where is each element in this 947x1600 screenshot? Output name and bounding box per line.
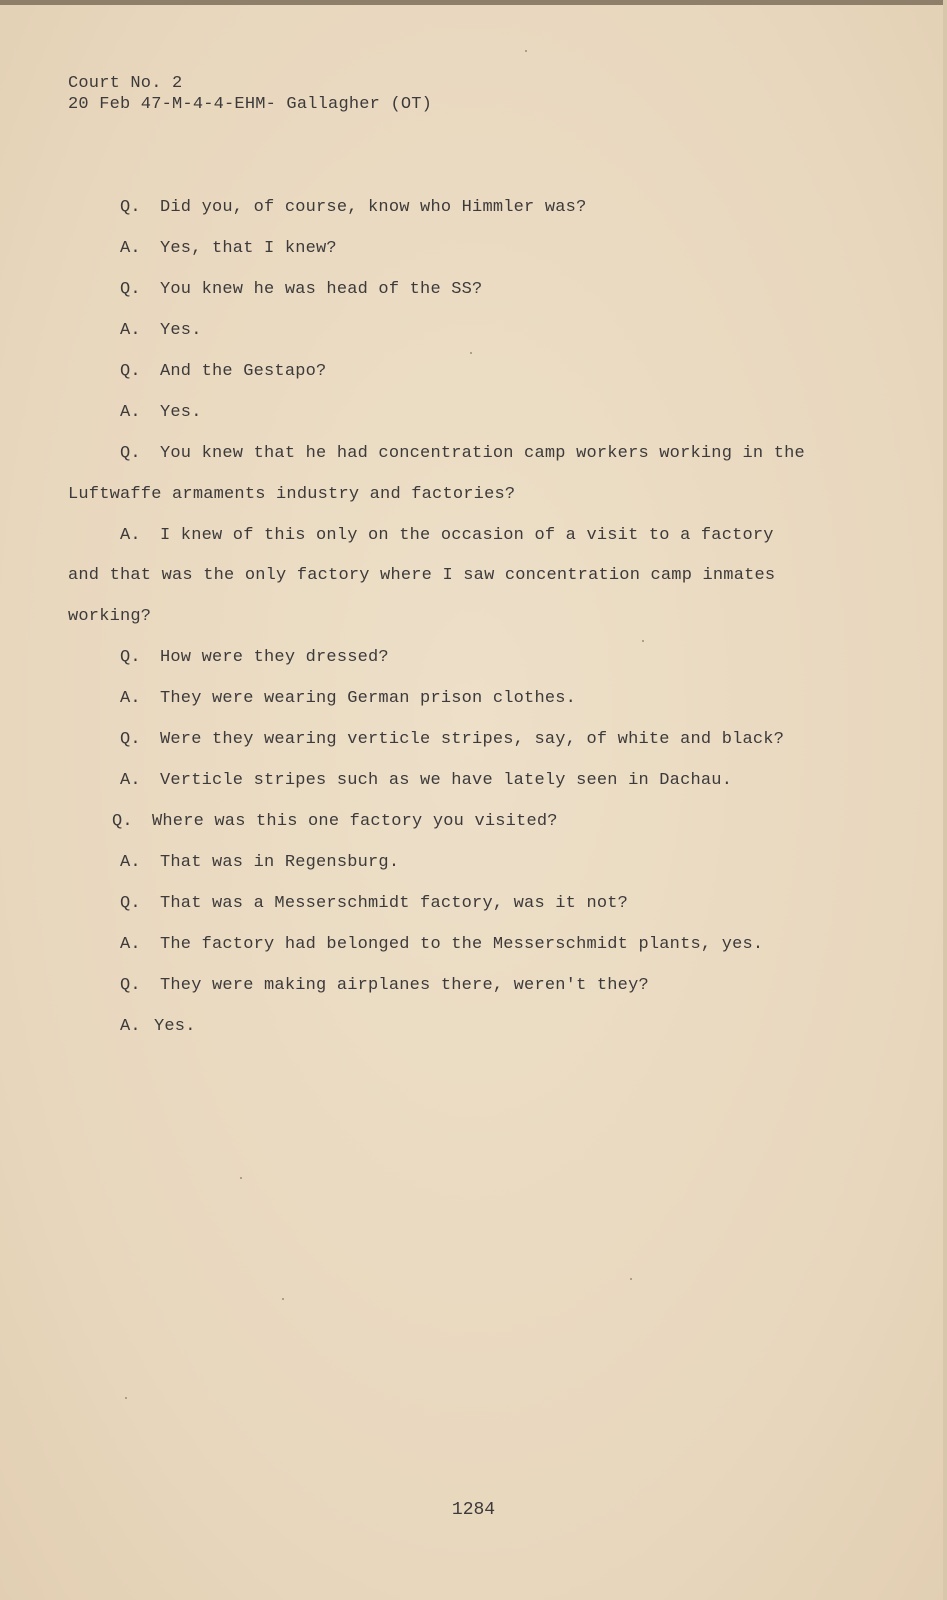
scan-edge-top bbox=[0, 0, 947, 5]
scan-edge-right bbox=[943, 0, 947, 1600]
transcript-line bbox=[120, 730, 784, 749]
paper-speck bbox=[240, 1177, 242, 1179]
transcript-line bbox=[120, 894, 628, 913]
speaker-label: A. bbox=[120, 1017, 141, 1036]
line-text: You knew that he had concentration camp workers working in the bbox=[160, 444, 805, 463]
speaker-label: Q. bbox=[120, 648, 141, 667]
speaker-label: Q. bbox=[120, 444, 141, 463]
transcript-continuation: Luftwaffe armaments industry and factories? bbox=[68, 485, 516, 504]
speaker-label: Q. bbox=[120, 730, 141, 749]
line-text: Did you, of course, know who Himmler was? bbox=[160, 198, 587, 217]
transcript-line bbox=[120, 198, 586, 217]
speaker-label: Q. bbox=[120, 976, 141, 995]
paper-speck bbox=[125, 1397, 127, 1399]
line-text: That was a Messerschmidt factory, was it not? bbox=[160, 894, 629, 913]
line-text: Where was this one factory you visited? bbox=[152, 812, 558, 831]
speaker-label: A. bbox=[120, 239, 141, 258]
transcript-line bbox=[120, 444, 805, 463]
transcript-line bbox=[120, 526, 774, 545]
line-text: You knew he was head of the SS? bbox=[160, 280, 483, 299]
speaker-label: Q. bbox=[120, 198, 141, 217]
paper-speck bbox=[642, 640, 644, 642]
transcript-line bbox=[120, 321, 202, 340]
line-text: And the Gestapo? bbox=[160, 362, 327, 381]
line-text: Yes. bbox=[160, 321, 202, 340]
transcript-continuation: working? bbox=[68, 607, 152, 626]
speaker-label: Q. bbox=[120, 894, 141, 913]
transcript-line bbox=[120, 239, 337, 258]
speaker-label: Q. bbox=[120, 362, 141, 381]
paper-speck bbox=[470, 352, 472, 354]
speaker-label: Q. bbox=[112, 812, 133, 831]
transcript-line bbox=[120, 771, 732, 790]
paper-speck bbox=[630, 1278, 632, 1280]
transcript-line bbox=[120, 648, 389, 667]
line-text: I knew of this only on the occasion of a visit to a factory bbox=[160, 526, 774, 545]
transcript-line bbox=[120, 280, 482, 299]
transcript-line bbox=[112, 812, 558, 831]
header-court-number: Court No. 2 bbox=[68, 74, 183, 93]
transcript-line bbox=[120, 1017, 196, 1036]
line-text: Yes, that I knew? bbox=[160, 239, 337, 258]
line-text: They were wearing German prison clothes. bbox=[160, 689, 577, 708]
transcript-line bbox=[120, 853, 399, 872]
speaker-label: A. bbox=[120, 526, 141, 545]
line-text: How were they dressed? bbox=[160, 648, 389, 667]
speaker-label: Q. bbox=[120, 280, 141, 299]
page-number: 1284 bbox=[451, 1500, 496, 1520]
header-session-info: 20 Feb 47-M-4-4-EHM- Gallagher (OT) bbox=[68, 95, 433, 114]
transcript-continuation: and that was the only factory where I saw concentration camp inmates bbox=[68, 566, 776, 585]
speaker-label: A. bbox=[120, 403, 141, 422]
paper-speck bbox=[525, 50, 527, 52]
transcript-line bbox=[120, 935, 763, 954]
speaker-label: A. bbox=[120, 771, 141, 790]
line-text: Yes. bbox=[160, 403, 202, 422]
transcript-line bbox=[120, 689, 576, 708]
line-text: That was in Regensburg. bbox=[160, 853, 400, 872]
line-text: Were they wearing verticle stripes, say, of white and black? bbox=[160, 730, 785, 749]
speaker-label: A. bbox=[120, 689, 141, 708]
speaker-label: A. bbox=[120, 321, 141, 340]
transcript-line bbox=[120, 362, 326, 381]
speaker-label: A. bbox=[120, 935, 141, 954]
transcript-line bbox=[120, 976, 649, 995]
transcript-line bbox=[120, 403, 202, 422]
line-text: Yes. bbox=[154, 1017, 196, 1036]
line-text: They were making airplanes there, weren't they? bbox=[160, 976, 649, 995]
line-text: The factory had belonged to the Messerschmidt plants, yes. bbox=[160, 935, 764, 954]
line-text: Verticle stripes such as we have lately seen in Dachau. bbox=[160, 771, 733, 790]
paper-speck bbox=[282, 1298, 284, 1300]
speaker-label: A. bbox=[120, 853, 141, 872]
